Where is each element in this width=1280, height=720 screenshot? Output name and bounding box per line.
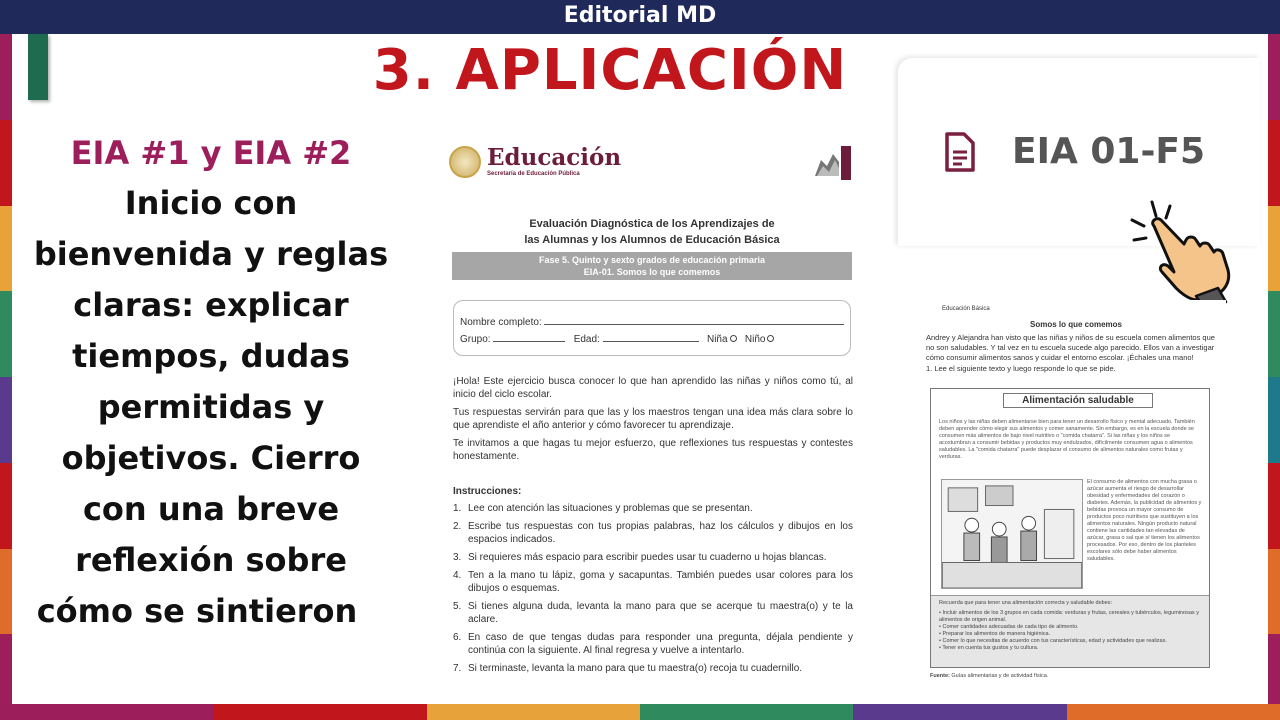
- body-line: Inicio con: [124, 184, 298, 222]
- phase-band: [452, 252, 852, 280]
- body-line: claras: explicar: [73, 286, 349, 324]
- assessment-document: [437, 130, 867, 675]
- evaluation-title-line: las Alumnas y los Alumnos de Educación Básica: [524, 234, 780, 246]
- instruction-text: En caso de que tengas dudas para responder una pregunta, déjala pendiente y continúa con la siguiente. Al final regresa y vuelve a intentarlo.: [468, 632, 853, 656]
- recommendations-title: Recuerda que para tener una alimentación correcta y saludable debes:: [939, 600, 1113, 606]
- document-icon: [944, 131, 976, 173]
- doc2-title: Somos lo que comemos: [1029, 320, 1123, 329]
- instructions-title: Instrucciones:: [453, 486, 522, 497]
- recommendation-text: Preparar los alimentos de manera higiénica.: [942, 631, 1051, 637]
- evaluation-title-line: Evaluación Diagnóstica de los Aprendizajes de: [529, 218, 775, 230]
- student-info-form: [453, 300, 851, 356]
- kitchen-illustration-icon: [941, 479, 1083, 589]
- left-heading: EIA #1 y EIA #2: [70, 134, 352, 172]
- intro-paragraph: ¡Hola! Este ejercicio busca conocer lo que han aprendido las niñas y niños como tú, al inicio del ciclo escolar.: [453, 376, 853, 400]
- body-line: bienvenida y reglas: [33, 235, 389, 273]
- pointing-hand-icon: [1126, 196, 1238, 308]
- body-line: permitidas y: [97, 388, 325, 426]
- recommendation-item: • Comer cantidades adecuadas de cada tipo de alimento.: [939, 624, 1079, 630]
- instruction-text: Si tienes alguna duda, levanta la mano para que se acerque tu maestra(o) y te la aclare.: [468, 601, 853, 625]
- instruction-item: [453, 600, 853, 626]
- recommendation-text: Incluir alimentos de los 3 grupos en cada comida: verduras y frutas, cereales y tubérculos, leguminosas y alimentos de origen animal.: [939, 610, 1199, 623]
- instruction-text: Ten a la mano tu lápiz, goma y sacapuntas. También puedes usar colores para los dibujos o esquemas.: [468, 570, 853, 594]
- healthy-eating-box: [930, 388, 1210, 668]
- page-title: 3. APLICACIÓN: [372, 38, 848, 103]
- recommendation-item: • Incluir alimentos de los 3 grupos en cada comida: verduras y frutas, cereales y tubérculos, leguminosas y alimentos de origen animal.: [939, 610, 1199, 623]
- right-decorative-strip: [1268, 34, 1280, 720]
- header-title: Editorial MD: [563, 3, 717, 28]
- recommendation-text: Comer cantidades adecuadas de cada tipo de alimento.: [942, 624, 1079, 630]
- source-text: Guías alimentarias y de actividad física.: [951, 673, 1049, 679]
- instruction-item: [453, 551, 853, 564]
- recommendations: [931, 595, 1209, 667]
- name-label: Nombre completo:: [460, 317, 542, 328]
- body-line: tiempos, dudas: [72, 337, 350, 375]
- instructions-list: [453, 502, 853, 680]
- doc2-source: [930, 673, 1048, 679]
- doc2-intro: Andrey y Alejandra han visto que las niñas y niños de su escuela comen alimentos que no son saludables. Y tal vez en tu escuela sucede algo parecido. Ellos van a investigar cómo consumir alimentos sanos y cuidar el entorno escolar. ¡Échales una mano!: [926, 333, 1215, 362]
- instruction-item: [453, 502, 853, 515]
- body-line: con una breve: [82, 490, 340, 528]
- instruction-number: 2.: [453, 521, 462, 532]
- instruction-number: 1.: [453, 503, 462, 514]
- group-label: Grupo:: [460, 334, 491, 345]
- instruction-number: 6.: [453, 632, 462, 643]
- intro-paragraph: Te invitamos a que hagas tu mejor esfuerzo, que reflexiones tus respuestas y contestes honestamente.: [453, 438, 853, 462]
- left-text-panel: [30, 128, 392, 637]
- instruction-number: 7.: [453, 663, 462, 674]
- sep-emblem-icon: [449, 146, 481, 178]
- instruction-number: 5.: [453, 601, 462, 612]
- box-side-text: El consumo de alimentos con mucha grasa o azúcar aumenta el riesgo de desarrollar obesidad y enfermedades del corazón o diabetes. Además, la publicidad de alimentos y bebidas provoca un mayor consumo de productos poco nutritivos que sustituyen a los alimentos naturales. Ningún producto natural contiene las cantidades tan elevadas de azúcar, grasa o sal que sí tienen los alimentos procesados. Por eso, dentro de los planteles escolares sólo debe haber alimentos saludables.: [1087, 479, 1202, 562]
- instruction-item: [453, 520, 853, 546]
- instruction-item: [453, 662, 853, 675]
- recommendation-item: • Comer lo que necesitas de acuerdo con tus características, edad y actividades que realizas.: [939, 638, 1167, 644]
- recommendation-item: • Preparar los alimentos de manera higiénica.: [939, 631, 1051, 637]
- instruction-item: [453, 569, 853, 595]
- instruction-number: 4.: [453, 570, 462, 581]
- age-label: Edad:: [573, 334, 600, 345]
- document-logo-text: Educación: [487, 144, 622, 171]
- document-logo-subtitle: Secretaría de Educación Pública: [487, 171, 580, 177]
- phase-band-line: EIA-01. Somos lo que comemos: [583, 267, 721, 277]
- instruction-text: Lee con atención las situaciones y problemas que se presentan.: [468, 503, 753, 514]
- source-label: Fuente:: [930, 673, 950, 679]
- emblem-flag-icon: [813, 146, 851, 180]
- eia-file-label[interactable]: EIA 01-F5: [1012, 131, 1206, 172]
- instruction-text: Si requieres más espacio para escribir puedes usar tu cuaderno u hojas blancas.: [468, 552, 827, 563]
- intro-paragraph: Tus respuestas servirán para que las y los maestros tengan una idea más clara sobre lo que aprendiste el año anterior y cómo favorecer tu aprendizaje.: [453, 407, 853, 431]
- bottom-decorative-strip: [0, 704, 1280, 720]
- instruction-number: 3.: [453, 552, 462, 563]
- body-line: cómo se sintieron: [36, 592, 358, 630]
- box-title: Alimentación saludable: [1003, 393, 1153, 408]
- group-field-line: [493, 333, 565, 342]
- girl-radio-icon: [730, 335, 737, 342]
- recommendation-text: Tener en cuenta tus gustos y tu cultura.: [942, 645, 1039, 651]
- body-line: objetivos. Cierro: [61, 439, 361, 477]
- doc2-question: 1. Lee el siguiente texto y luego responde lo que se pide.: [926, 364, 1116, 373]
- instruction-text: Si terminaste, levanta la mano para que tu maestra(o) recoja tu cuadernillo.: [468, 663, 803, 674]
- instruction-item: [453, 631, 853, 657]
- body-line: reflexión sobre: [75, 541, 347, 579]
- recommendation-text: Comer lo que necesitas de acuerdo con tus características, edad y actividades que realizas.: [942, 638, 1167, 644]
- girl-label: Niña: [706, 334, 728, 345]
- boy-radio-icon: [767, 335, 774, 342]
- reading-document: [926, 300, 1226, 690]
- boy-label: Niño: [744, 334, 766, 345]
- box-text: Los niños y las niñas deben alimentarse bien para tener un desarrollo físico y mental adecuado. También deben aprender cómo elegir sus alimentos y comer sanamente. Sin embargo, es en la escuela donde se consumen más alimentos de bajo nivel nutritivo o "comida chatarra". Si las niñas y los niños se acostumbran a consumir bebidas y productos muy endulzados, difícilmente consumen agua o alimentos saludables. La "comida chatarra" puede desplazar el consumo de alimentos naturales como frutas y verduras.: [939, 419, 1195, 460]
- age-field-line: [603, 333, 699, 342]
- recommendation-item: • Tener en cuenta tus gustos y tu cultura.: [939, 645, 1039, 651]
- name-field-line: [544, 316, 844, 325]
- left-body-text: [30, 178, 392, 637]
- doc2-header: Educación Básica: [942, 306, 990, 312]
- evaluation-title: [437, 216, 867, 248]
- phase-band-line: Fase 5. Quinto y sexto grados de educación primaria: [538, 255, 766, 265]
- instruction-text: Escribe tus respuestas con tus propias palabras, haz los cálculos y dibujos en los espacios indicados.: [468, 521, 853, 545]
